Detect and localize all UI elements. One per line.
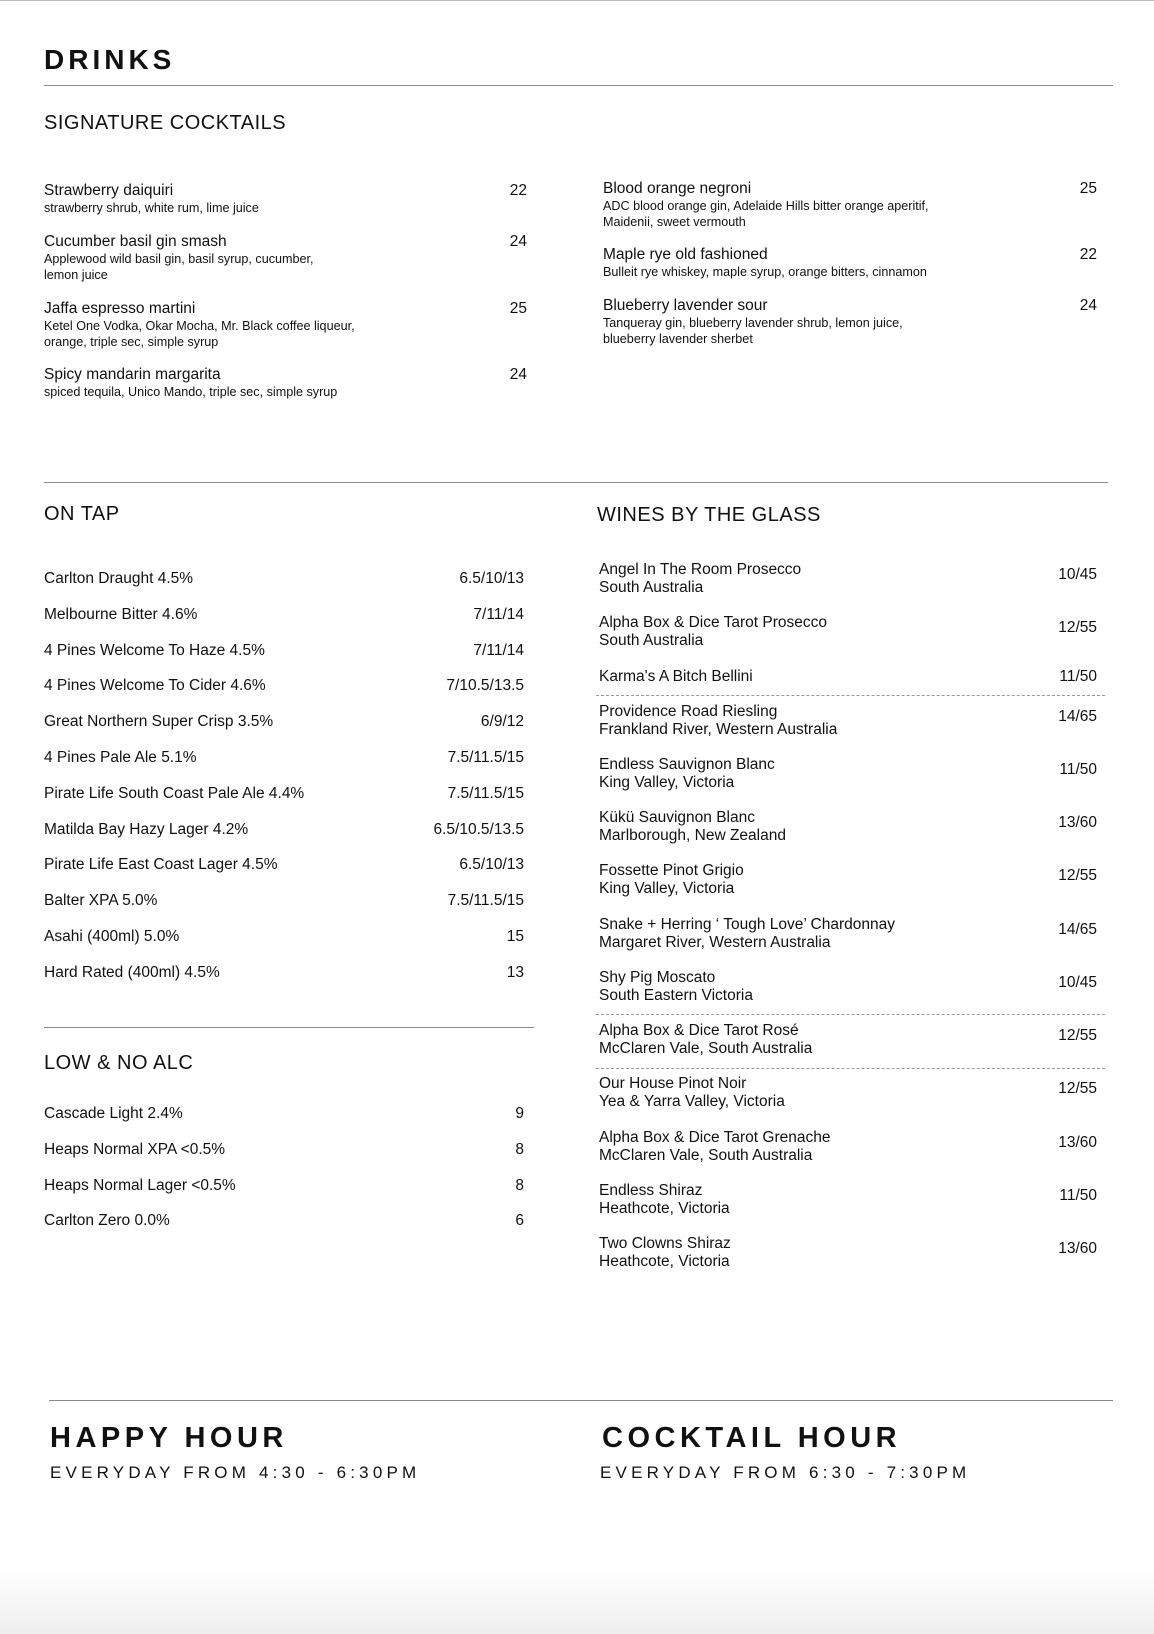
wine-price: 11/50 — [1059, 761, 1097, 778]
tap-beer-name: Balter XPA 5.0% — [44, 892, 158, 910]
section-heading-signature-cocktails: SIGNATURE COCKTAILS — [44, 112, 287, 134]
tap-beer-name: 4 Pines Pale Ale 5.1% — [44, 749, 197, 766]
wine-name: Alpha Box & Dice Tarot Prosecco — [599, 614, 828, 631]
cocktail-name: Strawberry daiquiri — [44, 182, 174, 199]
low-alc-name: Heaps Normal XPA <0.5% — [44, 1140, 226, 1158]
tap-beer-price: 7.5/11.5/15 — [447, 784, 524, 802]
wine-price: 11/50 — [1059, 1187, 1097, 1204]
page-title: DRINKS — [44, 44, 176, 75]
page-bottom-shade — [0, 1570, 1154, 1634]
low-alc-name: Carlton Zero 0.0% — [44, 1212, 170, 1230]
tap-beer-price: 6.5/10/13 — [459, 570, 524, 587]
tap-beer-name: Hard Rated (400ml) 4.5% — [44, 963, 220, 981]
low-alc-name: Heaps Normal Lager <0.5% — [44, 1176, 236, 1194]
wine-price: 12/55 — [1058, 867, 1097, 884]
divider — [44, 482, 1108, 483]
cocktail-price: 24 — [509, 233, 527, 250]
divider — [44, 85, 1113, 86]
wine-price: 13/60 — [1058, 1240, 1097, 1257]
tap-beer-price: 15 — [506, 928, 524, 945]
wine-name: Alpha Box & Dice Tarot Grenache — [599, 1129, 831, 1146]
wine-name: Providence Road Riesling — [599, 703, 778, 720]
wine-name: Our House Pinot Noir — [599, 1075, 747, 1092]
low-alc-price: 8 — [515, 1140, 524, 1158]
low-alc-price: 8 — [515, 1176, 524, 1194]
top-border — [0, 0, 1154, 1]
tap-beer-price: 7/11/14 — [473, 641, 524, 659]
wine-name: Shy Pig Moscato — [599, 969, 716, 986]
cocktail-description: Ketel One Vodka, Okar Mocha, Mr. Black coffee liqueur, orange, triple sec, simple syrup — [44, 319, 355, 349]
section-heading-wines: WINES BY THE GLASS — [597, 504, 821, 526]
section-heading-low-no-alc: LOW & NO ALC — [44, 1052, 194, 1074]
cocktail-description: spiced tequila, Unico Mando, triple sec, simple syrup — [44, 385, 338, 399]
divider — [49, 1400, 1113, 1401]
wine-price: 13/60 — [1058, 814, 1097, 831]
tap-beer-price: 6.5/10.5/13.5 — [433, 820, 524, 838]
cocktail-price: 24 — [509, 366, 527, 383]
tap-beer-price: 7/10.5/13.5 — [446, 677, 524, 695]
wine-name: Two Clowns Shiraz — [599, 1235, 731, 1252]
section-heading-on-tap: ON TAP — [44, 503, 120, 525]
wine-name: Snake + Herring ‘ Tough Love’ Chardonnay — [599, 916, 895, 933]
wine-region: South Australia — [599, 631, 704, 649]
cocktail-name: Spicy mandarin margarita — [44, 366, 221, 383]
wine-region: King Valley, Victoria — [599, 879, 735, 897]
wine-price: 14/65 — [1058, 921, 1097, 938]
wine-name: Kükü Sauvignon Blanc — [599, 809, 755, 826]
wine-price: 14/65 — [1058, 708, 1097, 725]
wine-region: Marlborough, New Zealand — [599, 826, 786, 844]
wine-region: McClaren Vale, South Australia — [599, 1146, 813, 1164]
cocktail-price: 25 — [509, 300, 527, 317]
wine-name: Angel In The Room Prosecco — [599, 561, 802, 578]
tap-beer-price: 6.5/10/13 — [459, 856, 524, 874]
wine-name: Endless Sauvignon Blanc — [599, 756, 775, 773]
cocktail-description: Tanqueray gin, blueberry lavender shrub, lemon juice, blueberry lavender sherbet — [603, 316, 903, 346]
cocktail-hour-title: COCKTAIL HOUR — [602, 1422, 902, 1454]
wine-price: 10/45 — [1058, 974, 1097, 991]
tap-beer-name: Carlton Draught 4.5% — [44, 570, 194, 587]
dashed-divider — [596, 695, 1105, 696]
wine-name: Karma's A Bitch Bellini — [599, 668, 753, 685]
cocktail-price: 25 — [1079, 180, 1097, 197]
wine-price: 11/50 — [1059, 668, 1097, 685]
low-alc-price: 6 — [515, 1212, 524, 1230]
cocktail-name: Cucumber basil gin smash — [44, 233, 227, 250]
wine-price: 12/55 — [1058, 619, 1097, 636]
happy-hour-title: HAPPY HOUR — [50, 1422, 288, 1454]
cocktail-description: ADC blood orange gin, Adelaide Hills bitter orange aperitif, Maidenii, sweet vermouth — [603, 199, 929, 229]
cocktail-hour-times: EVERYDAY FROM 6:30 - 7:30PM — [600, 1463, 971, 1482]
cocktail-name: Blueberry lavender sour — [603, 297, 768, 314]
tap-beer-name: Asahi (400ml) 5.0% — [44, 928, 180, 945]
cocktail-price: 24 — [1079, 297, 1097, 314]
divider — [44, 1027, 534, 1028]
wine-price: 13/60 — [1058, 1134, 1097, 1151]
low-alc-price: 9 — [515, 1105, 524, 1122]
wine-region: South Australia — [599, 578, 704, 596]
wine-region: Heathcote, Victoria — [599, 1252, 730, 1270]
wine-region: Frankland River, Western Australia — [599, 720, 838, 738]
cocktail-description: Applewood wild basil gin, basil syrup, cucumber, lemon juice — [44, 252, 314, 282]
wine-price: 12/55 — [1058, 1027, 1097, 1044]
happy-hour-times: EVERYDAY FROM 4:30 - 6:30PM — [50, 1463, 421, 1482]
wine-region: King Valley, Victoria — [599, 773, 735, 791]
tap-beer-name: Pirate Life South Coast Pale Ale 4.4% — [44, 784, 305, 802]
tap-beer-name: Melbourne Bitter 4.6% — [44, 605, 198, 623]
tap-beer-name: 4 Pines Welcome To Cider 4.6% — [44, 677, 266, 695]
tap-beer-name: 4 Pines Welcome To Haze 4.5% — [44, 641, 265, 659]
cocktail-description: strawberry shrub, white rum, lime juice — [44, 201, 259, 215]
wine-name: Alpha Box & Dice Tarot Rosé — [599, 1022, 799, 1039]
wine-region: Yea & Yarra Valley, Victoria — [599, 1092, 785, 1110]
wine-name: Fossette Pinot Grigio — [599, 862, 744, 879]
tap-beer-name: Matilda Bay Hazy Lager 4.2% — [44, 820, 249, 838]
cocktail-price: 22 — [1079, 246, 1097, 263]
cocktail-name: Jaffa espresso martini — [44, 300, 196, 317]
tap-beer-name: Pirate Life East Coast Lager 4.5% — [44, 856, 278, 874]
dashed-divider — [596, 1068, 1105, 1069]
wine-price: 12/55 — [1058, 1080, 1097, 1097]
dashed-divider — [596, 1014, 1105, 1015]
tap-beer-price: 13 — [506, 963, 524, 981]
wine-region: McClaren Vale, South Australia — [599, 1039, 813, 1057]
wine-name: Endless Shiraz — [599, 1182, 703, 1199]
wine-region: Margaret River, Western Australia — [599, 933, 831, 951]
tap-beer-name: Great Northern Super Crisp 3.5% — [44, 713, 274, 731]
cocktail-name: Maple rye old fashioned — [603, 246, 768, 263]
tap-beer-price: 7/11/14 — [473, 605, 524, 623]
cocktail-description: Bulleit rye whiskey, maple syrup, orange bitters, cinnamon — [603, 265, 927, 279]
low-alc-name: Cascade Light 2.4% — [44, 1105, 183, 1122]
wine-region: South Eastern Victoria — [599, 986, 753, 1004]
wine-price: 10/45 — [1058, 566, 1097, 583]
cocktail-price: 22 — [509, 182, 527, 199]
tap-beer-price: 6/9/12 — [480, 713, 524, 731]
tap-beer-price: 7.5/11.5/15 — [447, 892, 524, 910]
wine-region: Heathcote, Victoria — [599, 1199, 730, 1217]
tap-beer-price: 7.5/11.5/15 — [447, 749, 524, 766]
cocktail-name: Blood orange negroni — [603, 180, 752, 197]
